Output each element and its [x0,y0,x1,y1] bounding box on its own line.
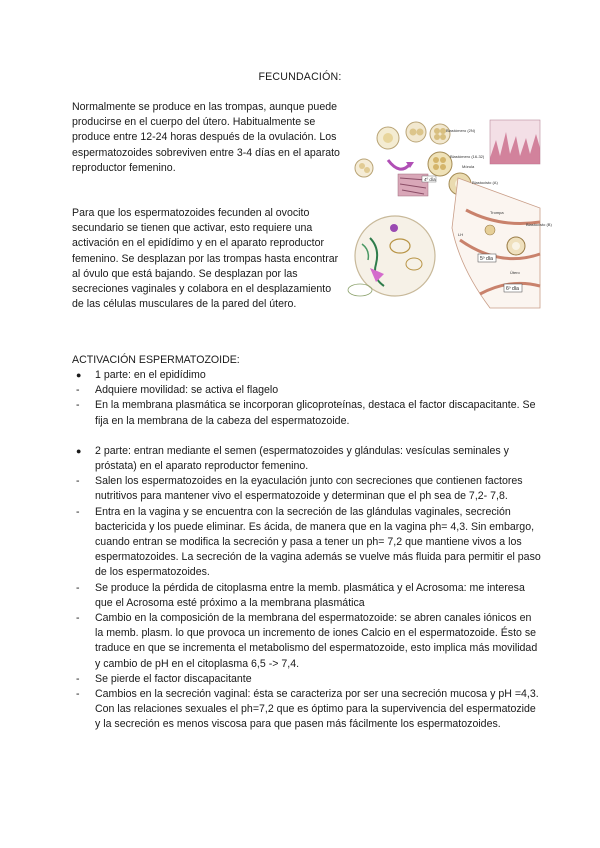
progression-arrow [388,160,410,169]
stage-label-blastocyst-a: Blastocisto (A) [472,180,498,185]
oocyte-nucleus [383,133,393,143]
day4-label: 4º día [424,177,436,182]
activation-paragraph: Para que los espermatozoides fecunden al ovocito secundario se tienen que activar, esto requiere una activación en el epidídimo y en el aparato reproductor femenino. Se desplazan por las trompas hasta encontrar al óvulo que está bajando. Se desplazan por las secreciones vaginales y colabora en el desplazamiento de las células musculares de la pared del útero. [72,207,339,311]
list-item [72,505,542,581]
stage-label-blastomere-16: Blastómero (16-32) [450,154,485,159]
list-item-text: 2 parte: entran mediante el semen (espermatozoides y glándulas: vesículas seminales y próstata) en el aparato reproductor femenino. [95,444,509,473]
dash-marker: - [76,399,80,412]
stage-label-blastocyst-b: Blastocisto (B) [526,222,552,227]
list-item-text: En la membrana plasmática se incorporan glicoproteínas, destaca el factor discapacitante. Se fija en la membrana de la cabeza del espermatozoide. [95,399,536,427]
dash-marker: - [76,505,80,518]
dash-marker: - [76,612,80,625]
list-item-text: Entra en la vagina y se encuentra con la secreción de las glándulas vaginales, secreción bactericida y los puede eliminar. Es ácida, de manera que en la vagina ph= 4,3. Sin embargo, cuando entran se modifica la secreción y pasa a tener un ph= 7,2 que mantiene vivos a los espermatozoides. La secreción de la vagina además se vuelve más fluida para permitir el paso de los espermatozoides. [95,505,541,579]
list-item [72,672,542,687]
dash-marker: - [76,384,80,397]
list-item-text: Adquiere movilidad: se activa el flagelo [95,384,279,397]
list-item [72,383,542,398]
list-item-text: 1 parte: en el epidídimo [95,369,206,381]
list-item [72,611,542,672]
day6-label: 6º día [506,286,519,292]
list-item [72,581,542,611]
dash-marker: - [76,475,80,488]
fertilization-figure [340,118,552,313]
day5-label: 5º día [480,256,493,262]
dash-marker: - [76,672,80,685]
list-item-text: Cambio en la composición de la membrana del espermatozoide: se abren canales iónicos en la memb. plasm. lo que provoca un incremento de iones Calcio en el espermatozoide. Ésto se traduce en que se incrementa el metabolismo del espermatozoide, esto implica más movilidad y cambio de pH en el citoplasma 6,5 -> 7,4. [95,612,538,670]
dash-marker: - [76,688,80,701]
sperm-head [390,224,398,232]
stage-label-tube: Trompa [490,210,504,215]
list-item [72,444,542,474]
section-heading: ACTIVACIÓN ESPERMATOZOIDE: [72,354,240,366]
list-item-text: Salen los espermatozoides en la eyaculación junto con secreciones que contienen factores nutritivos para mantener vivo el espermatozoide y determinan que el ph sea de 7,2- 7,8. [95,475,523,503]
stage-label-morula: Mórula [462,164,475,169]
bullet-marker: ● [76,370,82,380]
intro-paragraph: Normalmente se produce en las trompas, aunque puede producirse en el cuerpo del útero. Habitualmente se produce entre 12-24 horas después de la ovulación. Los espermatozoides sobreviven entre 3-4 días en el aparato reproductor femenino. [72,101,340,174]
list-item [72,368,542,383]
list-spacer [72,429,542,444]
bullet-marker: ● [76,445,82,456]
fertilization-illustration [340,118,552,313]
stage-label-blastomere-2n: Blastómero (2N) [446,128,476,133]
list-item [72,687,542,733]
list-item-text: Se pierde el factor discapacitante [95,672,252,685]
list-item [72,398,542,428]
list-item-text: Cambios en la secreción vaginal: ésta se caracteriza por ser una secreción mucosa y pH =4,3. Con las relaciones sexuales el ph=7,2 que es óptimo para la supervivencia del espermatozide y la secreción es menos viscosa para que pasen más fácilmente los espermatozoides. [95,688,539,731]
page-title: FECUNDACIÓN: [258,71,342,83]
list-item-text: Se produce la pérdida de citoplasma entre la memb. plasmática y el Acrosoma: me interesa que el Acrosoma esté próximo a la membrana plasmática [95,581,525,609]
list-item [72,474,542,504]
stage-label-uterus: Útero [510,270,520,275]
dash-marker: - [76,581,80,594]
cleavage-stage [430,124,450,144]
morula-stage [428,152,452,176]
activation-list [72,368,542,733]
stage-label-lh: LH [458,232,464,237]
